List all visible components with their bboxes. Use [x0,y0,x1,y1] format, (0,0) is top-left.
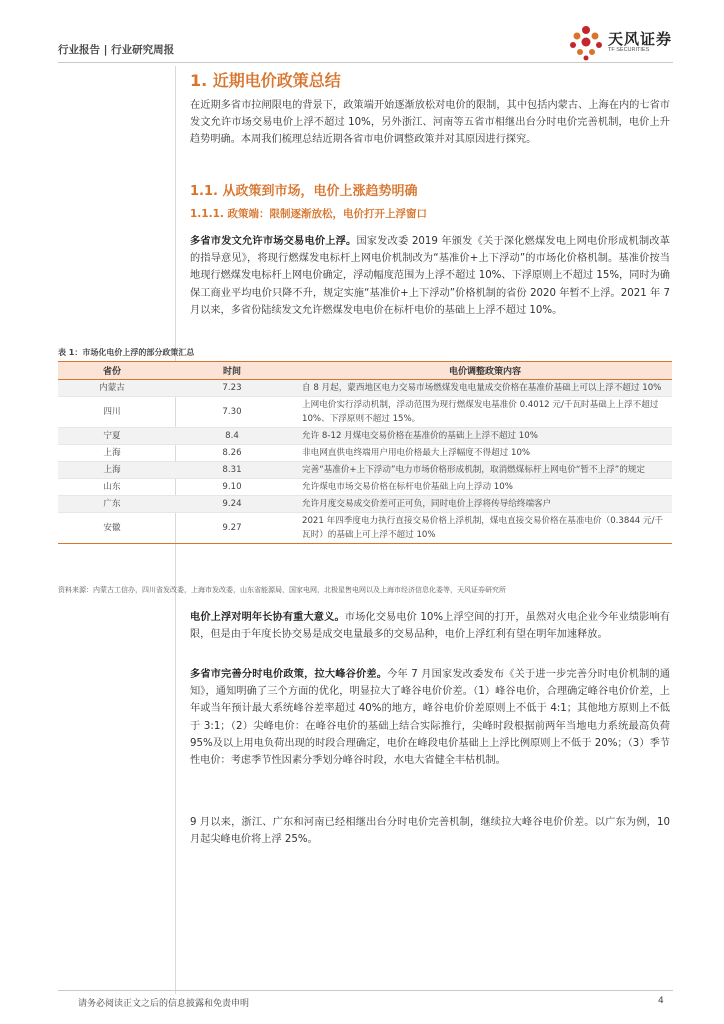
table-title: 表 1：市场化电价上浮的部分政策汇总 [58,348,195,357]
cell-date: 8.31 [166,462,298,479]
cell-province: 四川 [58,397,166,428]
logo-name: 天风证券 [608,30,673,48]
cell-date: 9.24 [166,496,298,513]
long-term-contract-paragraph [190,609,670,643]
cell-date: 8.4 [166,428,298,445]
cell-content: 自 8 月起，蒙西地区电力交易市场燃煤发电电量成交价格在基准价基础上可以上浮不超过 10% [298,380,672,397]
logo-mark-icon [568,24,604,64]
cell-province: 上海 [58,462,166,479]
company-logo [568,22,678,66]
cell-date: 9.10 [166,479,298,496]
table-row [58,462,672,479]
cell-date: 8.26 [166,445,298,462]
guangdong-paragraph: 9 月以来，浙江、广东和河南已经相继出台分时电价完善机制，继续拉大峰谷电价价差。以广东为例，10 月起尖峰电价将上浮 25%。 [190,817,670,846]
cell-province: 宁夏 [58,428,166,445]
cell-content: 2021 年四季度电力执行直接交易价格上浮机制，煤电直接交易价格在基准电价（0.3844 元/千瓦时）的基础上可上浮不超过 10% [298,513,672,544]
table-source: 资料来源：内蒙古工信办，四川省发改委，上海市发改委，山东省能源局，国家电网，北极星售电网以及上海市经济信息化委等，天风证券研究所 [58,586,506,594]
cell-content: 允许 8-12 月煤电交易价格在基准价的基础上上浮不超过 10% [298,428,672,445]
logo-subtitle: TF SECURITIES [608,47,650,53]
cell-date: 9.27 [166,513,298,544]
table-row [58,513,672,544]
policy-paragraph-lead: 多省市发文允许市场交易电价上浮。 [190,236,357,247]
page-number: 4 [658,996,664,1006]
table-row [58,445,672,462]
table-row [58,479,672,496]
footer-disclaimer[interactable]: 请务必阅读正文之后的信息披露和免责申明 [78,999,250,1009]
header-content: 电价调整政策内容 [298,362,672,380]
table-header-row [58,362,672,380]
table-row [58,428,672,445]
sub-subsection-heading: 1.1.1. 政策端：限制逐渐放松，电价打开上浮窗口 [190,208,428,220]
header-divider [58,62,673,63]
contract-paragraph-lead: 电价上浮对明年长协有重大意义。 [190,612,345,623]
section-heading: 1. 近期电价政策总结 [190,71,341,90]
cell-content: 上网电价实行浮动机制，浮动范围为现行燃煤发电基准价 0.4012 元/千瓦时基础上上浮不超过 10%、下浮原则不超过 15%。 [298,397,672,428]
cell-content: 允许煤电市场交易价格在标杆电价基础上向上浮动 10% [298,479,672,496]
cell-province: 广东 [58,496,166,513]
cell-date: 7.30 [166,397,298,428]
contract-paragraph-body: 市场化交易电价 10%上浮空间的打开，虽然对火电企业今年业绩影响有限，但是由于年度长协交易是成交电量最多的交易品种，电价上浮红利有望在明年加速释放。 [190,612,670,641]
cell-province: 内蒙古 [58,380,166,397]
footer-divider [58,990,673,991]
subsection-heading: 1.1. 从政策到市场，电价上涨趋势明确 [190,184,418,199]
cell-content: 非电网直供电终端用户用电价格最大上浮幅度不得超过 10% [298,445,672,462]
policy-table [58,361,672,544]
report-category: 行业报告 | 行业研究周报 [58,44,175,56]
policy-paragraph [190,233,670,319]
time-of-use-paragraph-body: 今年 7 月国家发改委发布《关于进一步完善分时电价机制的通知》，通知明确了三个方面的优化，明显拉大了峰谷电价价差。（1）峰谷电价，合理确定峰谷电价价差，上年或当年预计最大系统峰谷差率超过 40%的地方，峰谷电价价差原则上不低于 4:1；其他地方原则上不低于 3:1；（2）尖峰电价：在峰谷电价的基础上结合实际推行，尖峰时段根据前两年当地电力系统最高负荷 95%及以上用电负荷出现的时段合理确定，电价在峰段电价基础上上浮比例原则上不低于 20%；（3）季节性电价：考虑季节性因素分季划分峰谷时段，水电大省健全丰枯机制。 [190,669,670,767]
cell-date: 7.23 [166,380,298,397]
intro-paragraph: 在近期多省市拉闸限电的背景下，政策端开始逐渐放松对电价的限制，其中包括内蒙古、上海在内的七省市发文允许市场交易电价上浮不超过 10%，另外浙江、河南等五省市相继出台分时电价完善机制，电价上升趋势明确。本周我们梳理总结近期各省市电价调整政策并对其原因进行探究。 [190,100,670,146]
cell-province: 上海 [58,445,166,462]
cell-content: 完善“基准价+上下浮动”电力市场价格形成机制，取消燃煤标杆上网电价“暂不上浮”的规定 [298,462,672,479]
table-row [58,380,672,397]
table-row [58,496,672,513]
cell-province: 山东 [58,479,166,496]
time-of-use-paragraph [190,666,670,769]
time-of-use-paragraph-lead: 多省市完善分时电价政策，拉大峰谷价差。 [190,669,388,680]
header-date: 时间 [166,362,298,380]
header-province: 省份 [58,362,166,380]
cell-content: 允许月度交易成交价差可正可负，同时电价上浮将传导给终端客户 [298,496,672,513]
policy-paragraph-body: 国家发改委 2019 年颁发《关于深化燃煤发电上网电价形成机制改革的指导意见》，将现行燃煤发电标杆上网电价机制改为“基准价+上下浮动”的市场化价格机制。基准价按当地现行燃煤发电标杆上网电价确定，浮动幅度范围为上浮不超过 10%、下浮原则上不超过 15%，同时为确保工商业平均电价只降不升，规定实施“基准价+上下浮动”价格机制的省份 2020 年暂不上浮。2021 年 7 月以来，多省份陆续发文允许燃煤发电电价在标杆电价的基础上上浮不超过 10%。 [190,236,670,316]
cell-province: 安徽 [58,513,166,544]
table-row [58,397,672,428]
